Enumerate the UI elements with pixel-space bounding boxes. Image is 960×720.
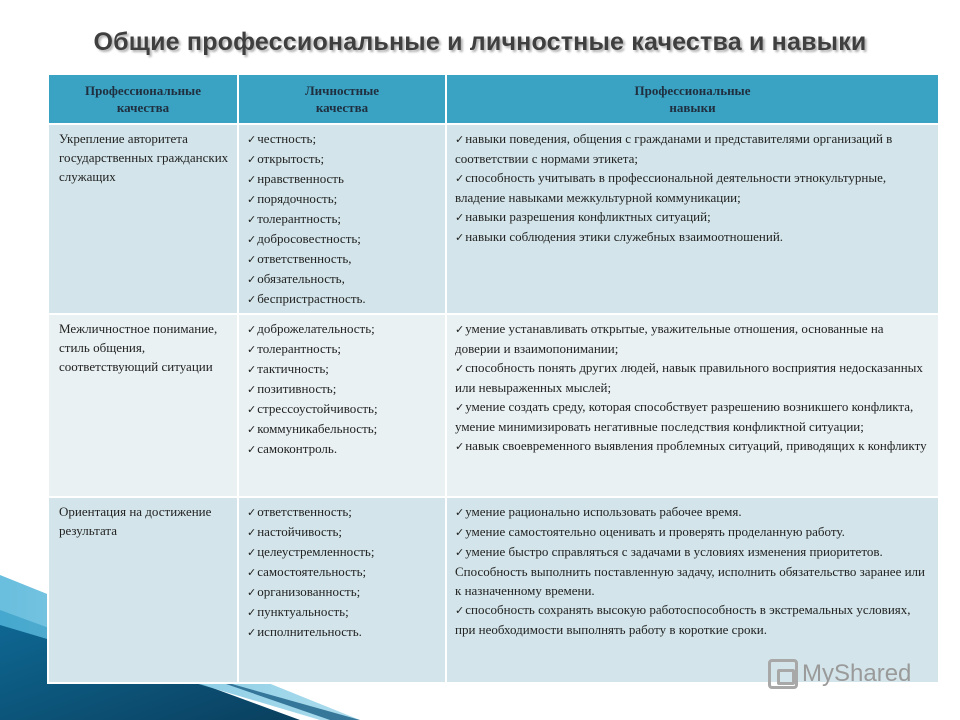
myshared-watermark — [768, 656, 911, 692]
personal-quality-item: ✓ организованность; — [247, 582, 437, 602]
personal-qualities-cell — [238, 314, 446, 497]
professional-skill-item: ✓ навыки разрешения конфликтных ситуаций; — [455, 207, 930, 227]
professional-quality-text: Укрепление авторитета государственных гражданских служащих — [59, 131, 229, 184]
professional-quality-cell — [48, 497, 238, 683]
personal-quality-item: ✓ толерантность; — [247, 339, 437, 359]
professional-skill-item: ✓ навыки соблюдения этики служебных взаимоотношений. — [455, 227, 930, 247]
professional-skill-item: ✓ способность понять других людей, навык правильного восприятия недосказанных или невыраженных мыслей; — [455, 358, 930, 397]
personal-quality-item: ✓ пунктуальность; — [247, 602, 437, 622]
header-label: Профессиональные навыки — [634, 83, 751, 115]
personal-quality-item: ✓ позитивность; — [247, 379, 437, 399]
personal-quality-item: ✓ настойчивость; — [247, 522, 437, 542]
professional-skills-cell — [446, 314, 939, 497]
table-header-row — [48, 74, 939, 124]
table-row — [48, 314, 939, 497]
professional-skills-list — [455, 129, 930, 247]
personal-quality-item: ✓ коммуникабельность; — [247, 419, 437, 439]
professional-quality-text: Ориентация на достижение результата — [59, 504, 212, 538]
qualities-table — [47, 73, 938, 684]
professional-skill-item: ✓ способность сохранять высокую работоспособность в экстремальных условиях, при необходимости выполнять работу в короткие сроки. — [455, 600, 930, 639]
personal-quality-item: ✓ порядочность; — [247, 189, 437, 209]
header-label: Профессиональные качества — [85, 83, 201, 115]
personal-qualities-list — [247, 319, 437, 459]
personal-quality-item: ✓ открытость; — [247, 149, 437, 169]
professional-skill-item: ✓ способность учитывать в профессиональной деятельности этнокультурные, владение навыками межкультурной коммуникации; — [455, 168, 930, 207]
professional-quality-text: Межличностное понимание, стиль общения, соответствующий ситуации — [59, 321, 218, 374]
personal-quality-item: ✓ беспристрастность. — [247, 289, 437, 309]
professional-skill-item: ✓ навык своевременного выявления проблемных ситуаций, приводящих к конфликту — [455, 436, 930, 456]
professional-skill-item: ✓ навыки поведения, общения с гражданами и представителями организаций в соответствии с нормами этикета; — [455, 129, 930, 168]
header-professional-skills — [446, 74, 939, 124]
personal-quality-item: ✓ добросовестность; — [247, 229, 437, 249]
personal-qualities-list — [247, 129, 437, 309]
professional-skill-item: ✓ умение рационально использовать рабочее время. — [455, 502, 930, 522]
professional-skills-list — [455, 502, 930, 639]
personal-quality-item: ✓ обязательность, — [247, 269, 437, 289]
personal-quality-item: ✓ стрессоустойчивость; — [247, 399, 437, 419]
personal-quality-item: ✓ тактичность; — [247, 359, 437, 379]
personal-quality-item: ✓ целеустремленность; — [247, 542, 437, 562]
professional-skill-item: ✓ умение устанавливать открытые, уважительные отношения, основанные на доверии и взаимопонимании; — [455, 319, 930, 358]
personal-quality-item: ✓ доброжелательность; — [247, 319, 437, 339]
professional-skill-item: ✓ умение быстро справляться с задачами в условиях изменения приоритетов. Способность выполнить поставленную задачу, исполнить обязательство заранее или к назначенному времени. — [455, 542, 930, 600]
personal-quality-item: ✓ самоконтроль. — [247, 439, 437, 459]
personal-quality-item: ✓ честность; — [247, 129, 437, 149]
myshared-logo-icon — [768, 659, 798, 689]
personal-qualities-cell — [238, 124, 446, 314]
personal-qualities-list — [247, 502, 437, 642]
professional-quality-cell — [48, 314, 238, 497]
watermark-text: MyShared — [802, 660, 912, 687]
personal-quality-item: ✓ ответственность, — [247, 249, 437, 269]
professional-skills-cell — [446, 124, 939, 314]
header-professional-qualities — [48, 74, 238, 124]
header-label: Личностные качества — [304, 83, 380, 115]
personal-quality-item: ✓ самостоятельность; — [247, 562, 437, 582]
professional-quality-cell — [48, 124, 238, 314]
personal-quality-item: ✓ нравственность — [247, 169, 437, 189]
professional-skill-item: ✓ умение самостоятельно оценивать и проверять проделанную работу. — [455, 522, 930, 542]
personal-qualities-cell — [238, 497, 446, 683]
personal-quality-item: ✓ ответственность; — [247, 502, 437, 522]
page-title: Общие профессиональные и личностные качества и навыки — [93, 28, 867, 56]
professional-skills-list — [455, 319, 930, 456]
header-personal-qualities — [238, 74, 446, 124]
professional-skill-item: ✓ умение создать среду, которая способствует разрешению возникшего конфликта, умение минимизировать негативные последствия конфликтной ситуации; — [455, 397, 930, 436]
table-row — [48, 124, 939, 314]
personal-quality-item: ✓ исполнительность. — [247, 622, 437, 642]
personal-quality-item: ✓ толерантность; — [247, 209, 437, 229]
